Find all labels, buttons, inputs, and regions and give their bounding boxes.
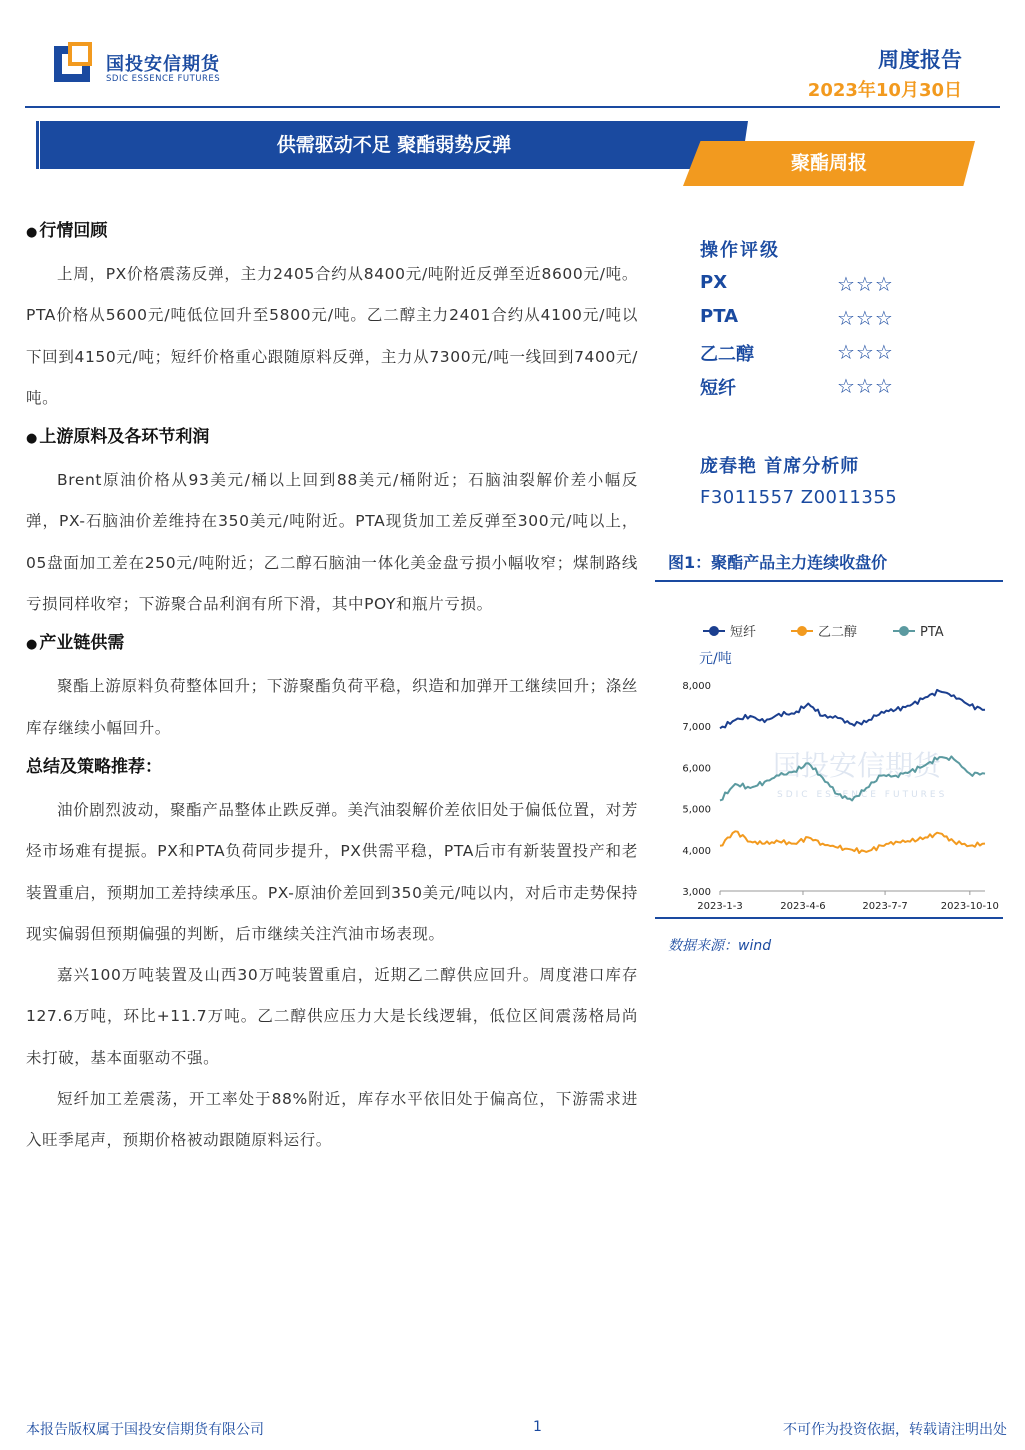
y-tick-label: 3,000 [682,887,711,898]
report-subtitle: 聚酯周报 [790,152,867,174]
company-logo [54,42,98,84]
paragraph: 短纤加工差震荡，开工率处于88%附近，库存水平依旧处于偏高位，下游需求进入旺季尾声，预期价格被动跟随原料运行。 [26,1090,638,1150]
rating-row-px [700,272,910,302]
star-icon: ☆☆☆ [837,272,894,296]
figure-top-rule [655,580,1003,582]
company-name-en: SDIC ESSENCE FUTURES [106,74,221,84]
paragraph: Brent原油价格从93美元/桶以上回到88美元/桶附近；石脑油裂解价差小幅反弹，PX-石脑油价差维持在350美元/吨附近。PTA现货加工差反弹至300元/吨以上，05盘面加工差在250元/吨附近；乙二醇石脑油一体化美金盘亏损小幅收窄；煤制路线亏损同样收窄；下游聚合品利润有所下滑，其中POY和瓶片亏损。 [26,471,638,614]
rating-row-pta [700,306,910,336]
report-type: 周度报告 [878,48,962,72]
y-tick-label: 8,000 [682,681,711,692]
x-tick-label: 2023-7-7 [862,901,908,912]
y-axis-label: 元/吨 [699,651,732,667]
main-content [26,213,638,1162]
x-tick-label: 2023-1-3 [697,901,743,912]
y-tick-label: 4,000 [682,845,711,857]
paragraph: 油价剧烈波动，聚酯产品整体止跌反弹。美汽油裂解价差依旧处于偏低位置，对芳烃市场难有提振。PX和PTA负荷同步提升，PX供需平稳，PTA后市有新装置投产和老装置重启，预期加工差持续承压。PX-原油价差回到350美元/吨以内，对后市走势保持现实偏弱但预期偏强的判断，后市继续关注汽油市场表现。 [26,800,638,943]
footer-copyright: 本报告版权属于国投安信期货有限公司 [26,1422,264,1438]
rating-row-psf [700,374,910,404]
section-supply-demand [26,625,638,749]
section-summary [26,749,638,1162]
watermark-text-en: SDIC ESSENCE FUTURES [777,790,948,800]
paragraph: 上周，PX价格震荡反弹，主力2405合约从8400元/吨附近反弹至近8600元/吨。PTA价格从5600元/吨低位回升至5800元/吨。乙二醇主力2401合约从4100元/吨以下回到4150元/吨；短纤价格重心跟随原料反弹，主力从7300元/吨一线回到7400元/吨。 [26,265,638,407]
legend-label: 乙二醇 [818,625,858,640]
x-tick-label: 2023-10-10 [940,901,999,912]
x-tick-label: 2023-4-6 [780,901,826,912]
rating-title: 操作评级 [700,240,780,261]
section-heading: 总结及策略推荐： [26,756,162,777]
analyst-license-ids: F3011557 Z0011355 [700,487,898,508]
series-line-0 [720,690,985,728]
line-chart-svg [655,605,1003,915]
page-number: 1 [533,1419,542,1435]
report-title: 供需驱动不足 聚酯弱势反弹 [276,134,512,156]
series-line-1 [720,831,985,853]
footer-disclaimer: 不可作为投资依据，转载请注明出处 [783,1422,1007,1438]
section-heading: ● 行情回顾 [26,221,108,241]
watermark-text: 国投安信期货 [773,749,942,782]
rating-name: 短纤 [700,378,736,399]
company-name-cn: 国投安信期货 [106,54,220,75]
paragraph: 聚酯上游原料负荷整体回升；下游聚酯负荷平稳，织造和加弹开工继续回升；涤丝库存继续小幅回升。 [26,677,638,737]
star-icon: ☆☆☆ [837,306,894,330]
rating-name: PTA [700,306,739,327]
chart-legend [703,624,944,640]
y-tick-label: 5,000 [682,804,711,816]
figure-title: 图1：聚酯产品主力连续收盘价 [668,553,888,572]
section-heading: ● 上游原料及各环节利润 [26,427,210,448]
star-icon: ☆☆☆ [837,340,894,364]
rating-row-meg [700,340,910,370]
section-upstream-profit [26,419,638,625]
report-date: 2023年10月30日 [807,80,962,101]
y-tick-label: 6,000 [682,763,711,775]
analyst-name: 庞春艳 首席分析师 [700,456,860,477]
star-icon: ☆☆☆ [837,374,894,398]
legend-marker [899,626,909,636]
legend-marker [797,626,807,636]
data-source: 数据来源：wind [668,938,772,954]
price-chart [655,605,1003,915]
legend-marker [709,626,719,636]
header-divider [25,106,1000,108]
figure-bottom-rule [655,917,1003,919]
section-market-review [26,213,638,419]
legend-label: PTA [920,625,944,640]
y-tick-label: 7,000 [682,722,711,734]
section-heading: ● 产业链供需 [26,633,125,654]
rating-name: PX [700,272,728,293]
legend-label: 短纤 [730,625,757,640]
rating-name: 乙二醇 [700,344,754,365]
paragraph: 嘉兴100万吨装置及山西30万吨装置重启，近期乙二醇供应回升。周度港口库存127.6万吨，环比+11.7万吨。乙二醇供应压力大是长线逻辑，低位区间震荡格局尚未打破，基本面驱动不强。 [26,966,638,1067]
banner-stripe [36,121,39,169]
